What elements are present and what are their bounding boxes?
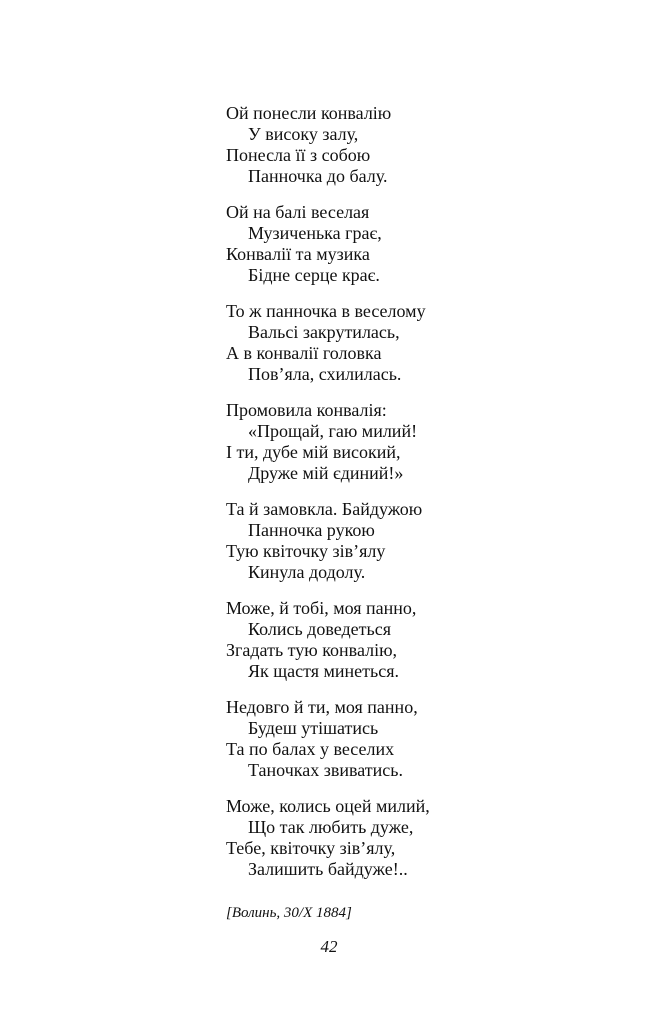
poem-line: Панночка до балу. [248, 166, 388, 186]
page-number: 42 [320, 937, 338, 956]
poem-line: Панночка рукою [248, 520, 375, 540]
poem-line: Бідне серце крає. [248, 265, 380, 285]
stanza-5 [226, 499, 606, 583]
stanza-1 [226, 103, 606, 187]
stanza-7 [226, 697, 606, 781]
poem-line: Та й замовкла. Байдужою [226, 499, 423, 519]
poem-line: Згадать тую конвалію, [226, 640, 398, 660]
poem-line: Будеш утішатись [248, 718, 379, 738]
poem [226, 103, 606, 895]
stanza-6 [226, 598, 606, 682]
poem-line: Ой понесли конвалію [226, 103, 392, 123]
poem-line: Конвалії та музика [226, 244, 370, 264]
poem-line: Тебе, квіточку зів’ялу, [226, 838, 396, 858]
dateline: [Волинь, 30/X 1884] [226, 905, 352, 921]
poem-line: Понесла її з собою [226, 145, 371, 165]
stanza-8 [226, 796, 606, 880]
poem-line: Тую квіточку зів’ялу [226, 541, 386, 561]
poem-line: Вальсі закрутилась, [248, 322, 400, 342]
stanza-2 [226, 202, 606, 286]
poem-line: А в конвалії головка [226, 343, 382, 363]
poem-line: Друже мій єдиний!» [248, 463, 404, 483]
poem-line: Може, й тобі, моя панно, [226, 598, 417, 618]
poem-line: Недовго й ти, моя панно, [226, 697, 418, 717]
poem-line: Як щастя минеться. [248, 661, 399, 681]
poem-line: Ой на балі веселая [226, 202, 370, 222]
poem-line: То ж панночка в веселому [226, 301, 426, 321]
poem-line: «Прощай, гаю милий! [248, 421, 418, 441]
poem-line: Музиченька грає, [248, 223, 382, 243]
poem-line: Може, колись оцей милий, [226, 796, 430, 816]
poem-line: У високу залу, [248, 124, 359, 144]
poem-line: Залишить байдуже!.. [248, 859, 408, 879]
poem-line: І ти, дубе мій високий, [226, 442, 401, 462]
poem-line: Кинула додолу. [248, 562, 366, 582]
poem-line: Та по балах у веселих [226, 739, 395, 759]
poem-line: Колись доведеться [248, 619, 391, 639]
poem-line: Промовила конвалія: [226, 400, 387, 420]
poem-line: Таночках звиватись. [248, 760, 403, 780]
poem-line: Що так любить дуже, [248, 817, 414, 837]
stanza-3 [226, 301, 606, 385]
stanza-4 [226, 400, 606, 484]
poem-line: Пов’яла, схилилась. [248, 364, 402, 384]
